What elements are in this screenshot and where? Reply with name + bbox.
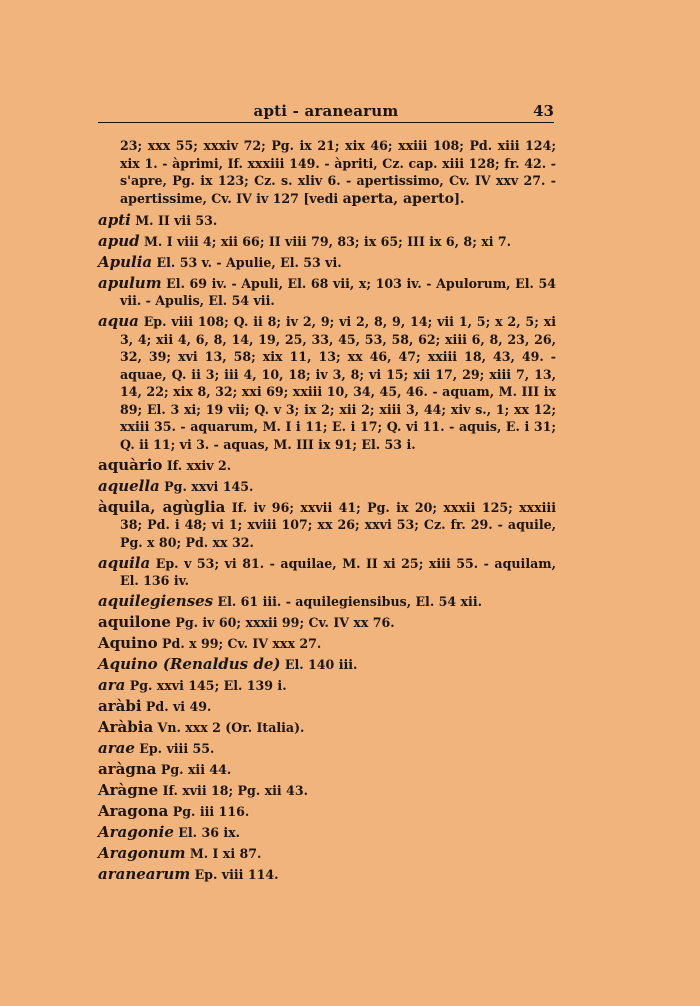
entry-aragne: Aràgne If. xvii 18; Pg. xii 43. bbox=[98, 781, 308, 799]
entry-apud: apud M. I viii 4; xii 66; II viii 79, 83; ix 65; III ix 6, 8; xi 7. bbox=[98, 231, 512, 250]
headword: aquella bbox=[98, 476, 160, 495]
headword: Aragonum bbox=[98, 844, 186, 862]
headword: àquila, agùglia bbox=[98, 497, 226, 516]
entry-aragonum: Aragonum M. I xi 87. bbox=[98, 844, 262, 862]
entry-aquella: aquella Pg. xxvi 145. bbox=[98, 476, 254, 495]
headword: aranearum bbox=[98, 865, 191, 883]
headword: aquila bbox=[98, 553, 151, 572]
entry-aquila-aguglia: àquila, agùglia If. iv 96; xxvii 41; Pg. ix 20; xxxii 125; xxxiii 38; Pd. i 48; vi 1; xviii 107; xx 26; xxvi 53; Cz. fr. 29. - aquile, Pg. x 80; Pd. xx 32. bbox=[98, 497, 556, 550]
entry-aragona: Aragona Pg. iii 116. bbox=[98, 802, 250, 820]
headword: aràgna bbox=[98, 760, 157, 778]
entry-aquario: aquàrio If. xxiv 2. bbox=[98, 455, 232, 474]
headword: aquilegienses bbox=[98, 592, 214, 610]
entry-apulum: apulum El. 69 iv. - Apuli, El. 68 vii, x; 103 iv. - Apulorum, El. 54 vii. - Apulis, El. 54 vii. bbox=[98, 273, 556, 308]
cross-reference: aperta, aperto bbox=[342, 190, 454, 207]
entry-aquilegienses: aquilegienses El. 61 iii. - aquilegiensibus, El. 54 xii. bbox=[98, 592, 482, 610]
headword: Aquino (Renaldus de) bbox=[98, 655, 281, 673]
entry-aranearum: aranearum Ep. viii 114. bbox=[98, 865, 279, 883]
headword: aquàrio bbox=[98, 455, 163, 474]
headword: Aràbia bbox=[98, 718, 154, 736]
entry-apulia: Apulia El. 53 v. - Apulie, El. 53 vi. bbox=[98, 252, 342, 271]
headword: Apulia bbox=[98, 252, 153, 271]
headword: Aragona bbox=[98, 802, 169, 820]
running-title: apti - aranearum bbox=[253, 102, 399, 120]
headword: aràbi bbox=[98, 697, 142, 715]
headword: Aràgne bbox=[98, 781, 159, 799]
headword: apud bbox=[98, 231, 140, 250]
headword: arae bbox=[98, 739, 135, 757]
headword: Aquino bbox=[98, 634, 158, 652]
entry-continuation: 23; xxx 55; xxxiv 72; Pg. ix 21; xix 46; xxiii 108; Pd. xiii 124; xix 1. - àprimi, If. xxxiii 149. - àpriti, Cz. cap. xiii 128; fr. 42. - s'apre, Pg. ix 123; Cz. s. xliv 6. - apertissimo, Cv. IV xxv 27. - apertissime, Cv. IV iv 127 [vedi aperta, aperto]. bbox=[120, 138, 556, 207]
entry-arae: arae Ep. viii 55. bbox=[98, 739, 215, 757]
entry-aquino-renaldus: Aquino (Renaldus de) El. 140 iii. bbox=[98, 655, 358, 673]
headword: aquilone bbox=[98, 613, 171, 631]
headword: apti bbox=[98, 210, 131, 229]
entry-aquilone: aquilone Pg. iv 60; xxxii 99; Cv. IV xx 76. bbox=[98, 613, 395, 631]
entry-arabi: aràbi Pd. vi 49. bbox=[98, 697, 212, 715]
entry-list bbox=[98, 137, 556, 887]
entry-aqua: aqua Ep. viii 108; Q. ii 8; iv 2, 9; vi 2, 8, 9, 14; vii 1, 5; x 2, 5; xi 3, 4; xii 4, 6, 8, 14, 19, 25, 33, 45, 53, 58, 62; xiii 6, 8, 23, 26, 32, 39; xvi 13, 58; xix 11, 13; xx 46, 47; xxiii 18, 43, 49. - aquae, Q. ii 3; iii 4, 10, 18; iv 3, 8; vi 15; xii 17, 29; xiii 7, 13, 14, 22; xix 8, 32; xxi 69; xxiii 10, 34, 45, 46. - aquam, M. III ix 89; El. 3 xi; 19 vii; Q. v 3; ix 2; xii 2; xiii 3, 44; xiv s., 1; xx 12; xxiii 35. - aquarum, M. I i 11; E. i 17; Q. vi 11. - aquis, E. i 31; Q. ii 11; vi 3. - aquas, M. III ix 91; El. 53 i. bbox=[98, 312, 556, 452]
page-number: 43 bbox=[533, 102, 554, 120]
entry-arabia: Aràbia Vn. xxx 2 (Or. Italia). bbox=[98, 718, 305, 736]
headword: aqua bbox=[98, 312, 139, 330]
entry-aquino: Aquino Pd. x 99; Cv. IV xxx 27. bbox=[98, 634, 322, 652]
entry-ara: ara Pg. xxvi 145; El. 139 i. bbox=[98, 676, 287, 694]
headword: apulum bbox=[98, 273, 162, 292]
headword: Aragonie bbox=[98, 823, 174, 841]
entry-apti: apti M. II vii 53. bbox=[98, 210, 218, 229]
page-header bbox=[98, 100, 554, 123]
headword: ara bbox=[98, 676, 126, 694]
entry-aquila-latin: aquila Ep. v 53; vi 81. - aquilae, M. II xi 25; xiii 55. - aquilam, El. 136 iv. bbox=[98, 553, 556, 588]
entry-aragonie: Aragonie El. 36 ix. bbox=[98, 823, 241, 841]
entry-aragna: aràgna Pg. xii 44. bbox=[98, 760, 232, 778]
